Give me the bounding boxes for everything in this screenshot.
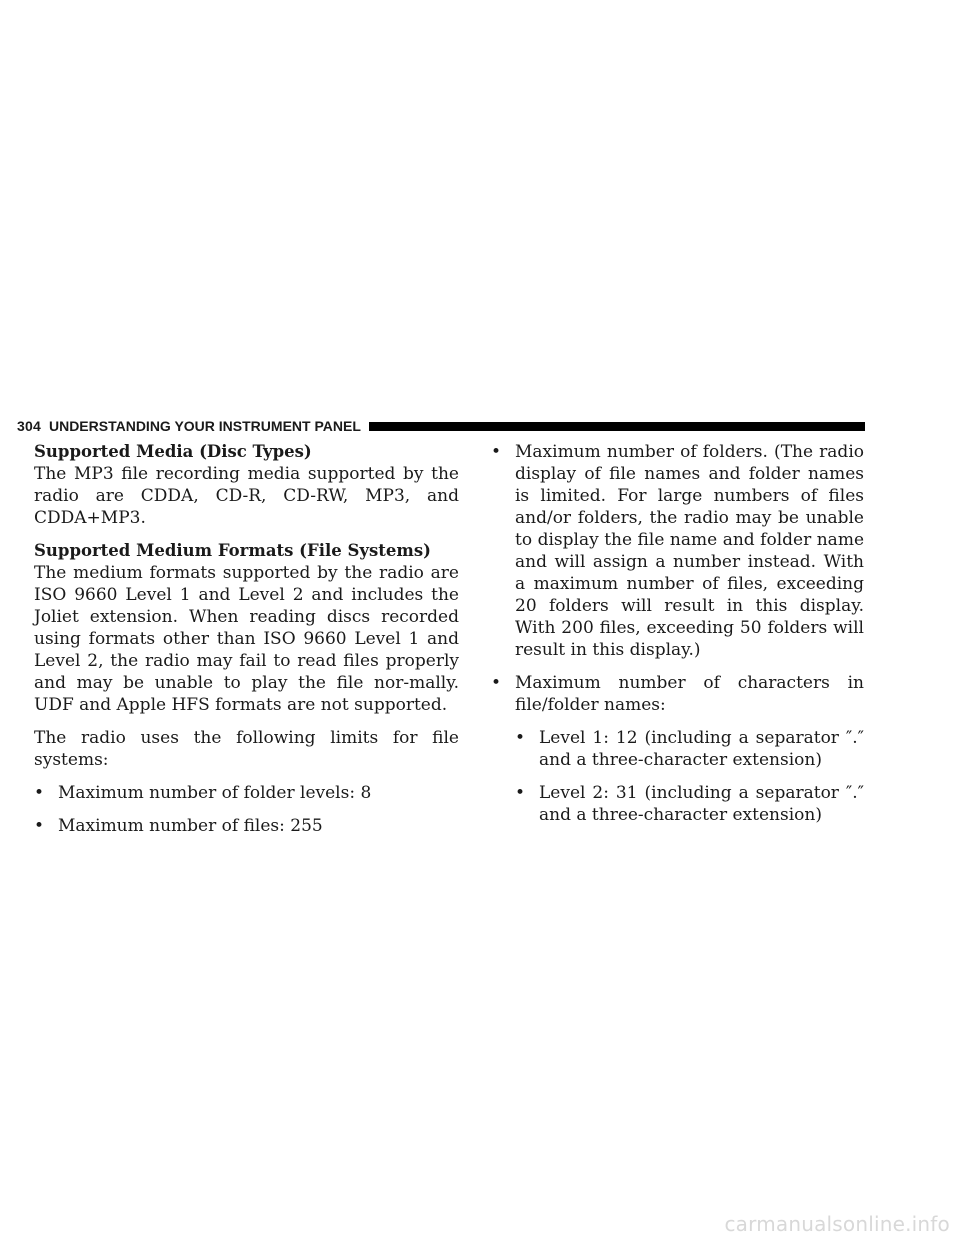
heading-supported-formats: Supported Medium Formats (File Systems) [34, 541, 431, 560]
bullet-icon: • [491, 442, 502, 462]
bullet-icon: • [515, 783, 526, 803]
paragraph-limits-intro: The radio uses the following limits for file systems: [34, 728, 459, 770]
heading-supported-media: Supported Media (Disc Types) [34, 442, 312, 461]
limits-list-continued [491, 441, 864, 716]
list-item [491, 441, 864, 661]
list-item-text: Level 2: 31 (including a separator ″.″ and a three-character extension) [539, 783, 864, 825]
right-column [491, 441, 864, 826]
section-title: UNDERSTANDING YOUR INSTRUMENT PANEL [48, 418, 361, 434]
list-item-text: Maximum number of files: 255 [58, 816, 323, 836]
bullet-icon: • [515, 728, 526, 748]
list-item-text: Maximum number of characters in file/folder names: [515, 673, 864, 715]
list-item [515, 782, 864, 826]
list-item [491, 672, 864, 716]
paragraph-supported-formats: The medium formats supported by the radio are ISO 9660 Level 1 and Level 2 and includes the Joliet extension. When reading discs recorded using formats other than ISO 9660 Level 1 and Level 2, the radio may fail to read files properly and may be unable to play the file nor-mally. UDF and Apple HFS formats are not supported. [34, 563, 459, 715]
list-item [34, 782, 459, 804]
list-item-text: Level 1: 12 (including a separator ″.″ and a three-character extension) [539, 728, 864, 770]
bullet-icon: • [34, 783, 45, 803]
list-item [515, 727, 864, 771]
bullet-icon: • [34, 816, 45, 836]
page-number: 304 [17, 418, 41, 434]
left-column [34, 441, 459, 837]
page-header [17, 417, 865, 435]
character-limits-sublist [515, 727, 864, 826]
limits-list [34, 782, 459, 837]
list-item-text: Maximum number of folder levels: 8 [58, 783, 372, 803]
watermark: carmanualsonline.info [724, 1212, 950, 1236]
bullet-icon: • [491, 673, 502, 693]
list-item [34, 815, 459, 837]
header-rule [369, 422, 865, 431]
list-item-text: Maximum number of folders. (The radio display of file names and folder names is limited. For large numbers of files and/or folders, the radio may be unable to display the file name and folder name and will assign a number instead. With a maximum number of files, exceeding 20 folders will result in this display. With 200 files, exceeding 50 folders will result in this display.) [515, 442, 864, 660]
paragraph-supported-media: The MP3 file recording media supported by the radio are CDDA, CD-R, CD-RW, MP3, and CDDA+MP3. [34, 464, 459, 528]
